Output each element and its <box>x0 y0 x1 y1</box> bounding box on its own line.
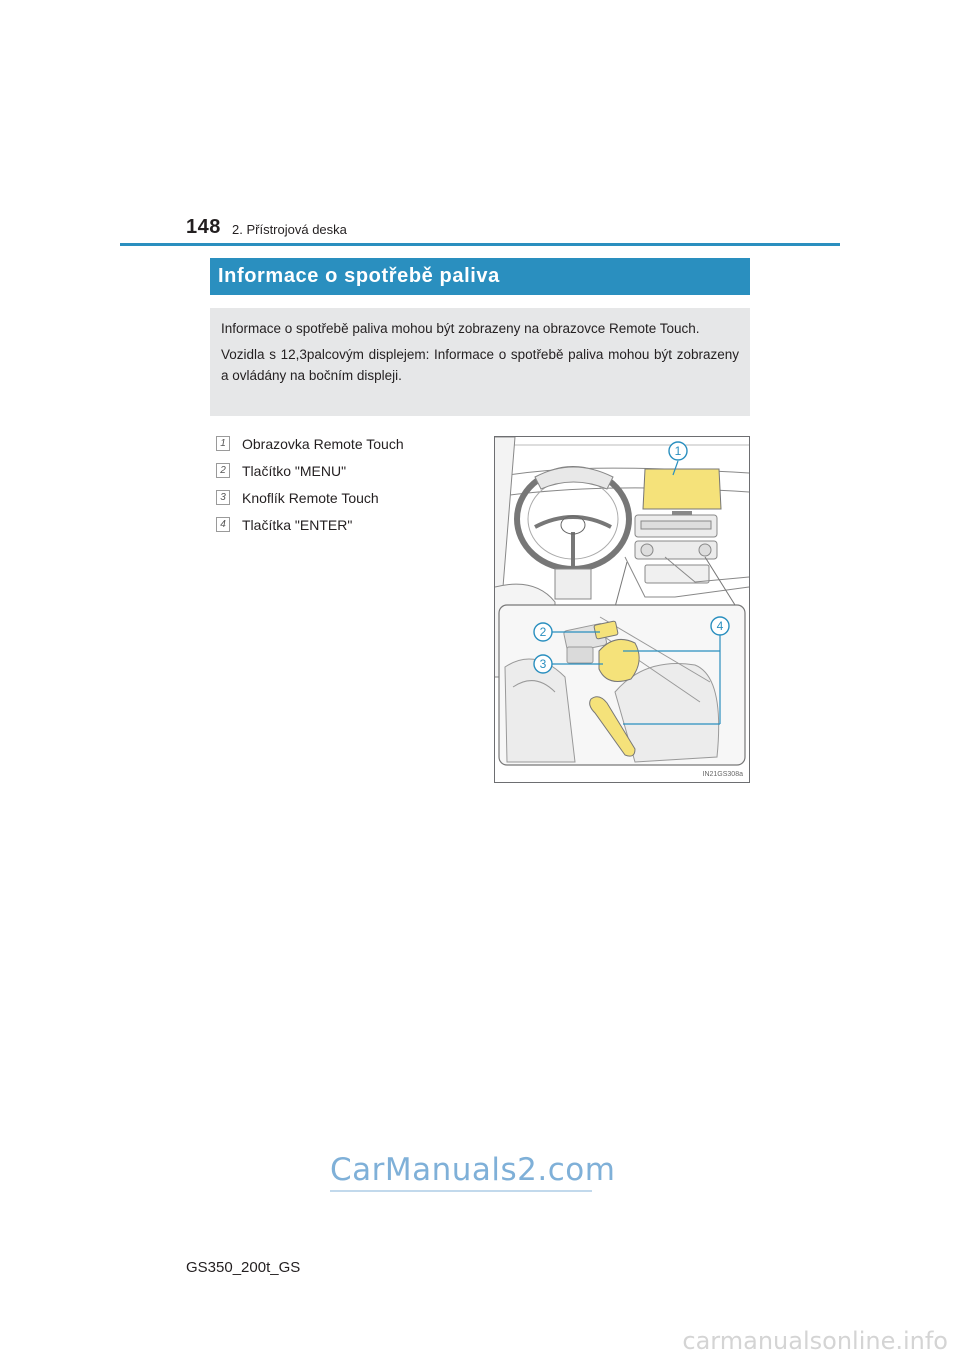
callout-2-label: 2 <box>539 625 547 639</box>
footer-model-code: GS350_200t_GS <box>186 1259 301 1276</box>
watermark-underline <box>330 1190 592 1192</box>
legend-item <box>216 511 476 538</box>
callout-3-label: 3 <box>539 657 547 671</box>
legend-number-badge: 2 <box>216 463 230 478</box>
intro-paragraph-2: Vozidla s 12,3palcovým displejem: Informace o spotřebě paliva mohou být zobrazeny a ovládány na bočním displeji. <box>221 347 739 383</box>
legend-item <box>216 484 476 511</box>
remote-touch-knob-shape <box>599 639 639 681</box>
remote-touch-screen-shape <box>643 469 721 509</box>
figure-code: IN21GS308a <box>702 771 743 778</box>
legend-number-badge: 3 <box>216 490 230 505</box>
legend-label: Tlačítka "ENTER" <box>242 516 353 533</box>
dashboard-illustration-svg <box>495 437 749 782</box>
watermark-logo-text: CarManuals2.com <box>330 1152 616 1188</box>
section-title: Informace o spotřebě paliva <box>210 258 750 295</box>
dashboard-illustration <box>494 436 750 783</box>
legend-item <box>216 430 476 457</box>
header-rule <box>120 243 840 246</box>
callout-1-label: 1 <box>674 444 682 458</box>
legend-label: Tlačítko "MENU" <box>242 462 347 479</box>
site-watermark: carmanualsonline.info <box>682 1327 948 1355</box>
legend-number-badge: 1 <box>216 436 230 451</box>
chapter-title: 2. Přístrojová deska <box>232 222 347 237</box>
page-number: 148 <box>186 216 221 238</box>
legend-list <box>216 430 476 538</box>
legend-number-badge: 4 <box>216 517 230 532</box>
callout-4-label: 4 <box>716 619 724 633</box>
legend-label: Knoflík Remote Touch <box>242 489 379 506</box>
legend-label: Obrazovka Remote Touch <box>242 435 404 452</box>
legend-item <box>216 457 476 484</box>
intro-paragraph-1: Informace o spotřebě paliva mohou být zobrazeny na obrazovce Remote Touch. <box>221 321 700 336</box>
intro-box <box>210 308 750 416</box>
